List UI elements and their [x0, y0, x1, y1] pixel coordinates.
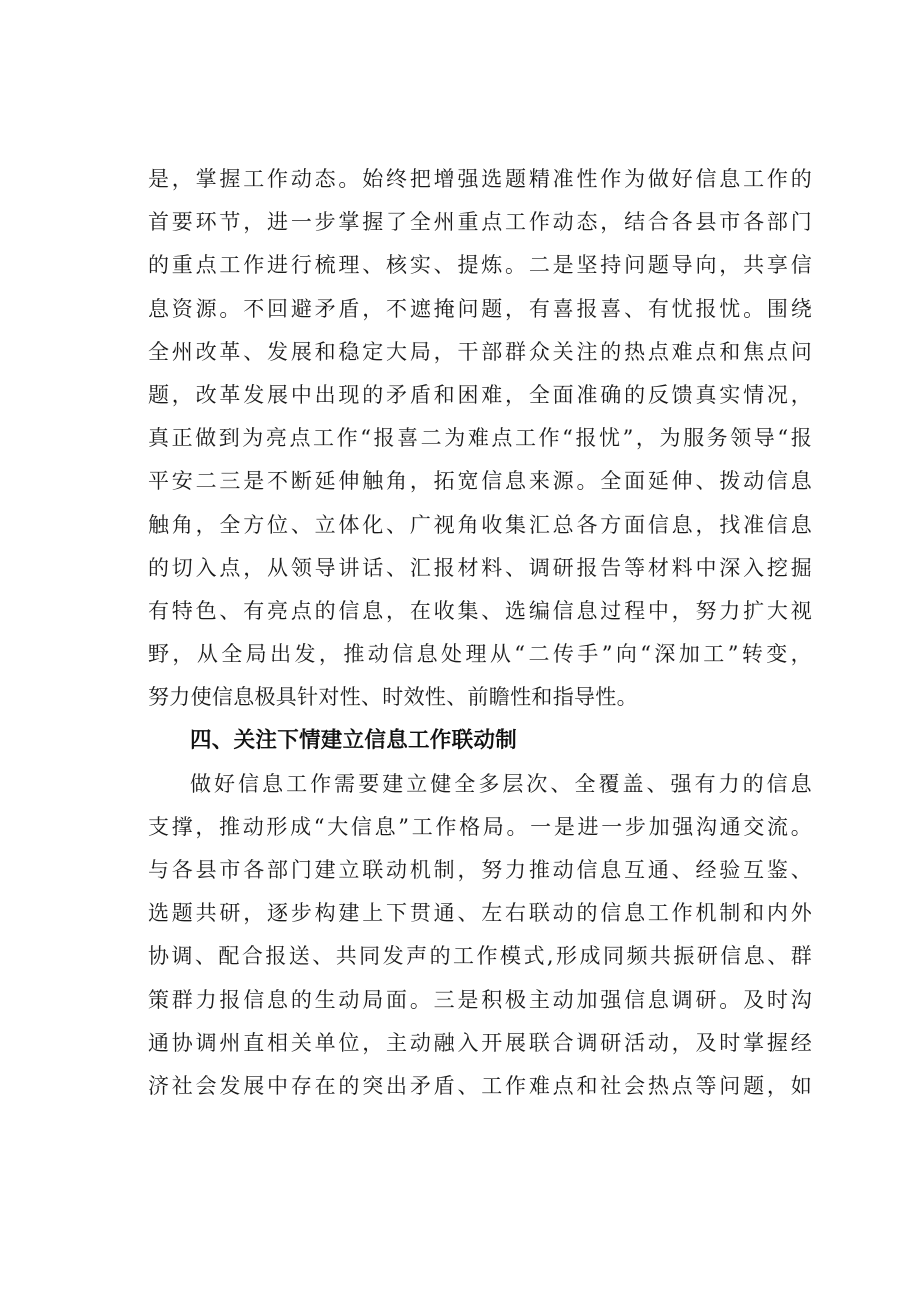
body-text-line: 济社会发展中存在的突出矛盾、工作难点和社会热点等问题，如 — [148, 1073, 812, 1098]
body-text-line: 的切入点，从领导讲话、汇报材料、调研报告等材料中深入挖掘 — [148, 555, 812, 580]
body-text-line: 通协调州直相关单位，主动融入开展联合调研活动，及时掌握经 — [148, 1030, 812, 1055]
body-text-line: 努力使信息极具针对性、时效性、前瞻性和指导性。 — [148, 685, 638, 710]
body-text-line: 策群力报信息的生动局面。三是积极主动加强信息调研。及时沟 — [148, 987, 812, 1012]
body-text-line: 全州改革、发展和稳定大局，干部群众关注的热点难点和焦点问 — [148, 339, 812, 364]
body-text-line: 首要环节，进一步掌握了全州重点工作动态，结合各县市各部门 — [148, 210, 812, 235]
body-text-line: 题，改革发展中出现的矛盾和困难，全面准确的反馈真实情况， — [148, 382, 812, 407]
document-body — [148, 158, 812, 1108]
body-text-line: 有特色、有亮点的信息，在收集、选编信息过程中，努力扩大视 — [148, 598, 812, 623]
body-text-line: 选题共研，逐步构建上下贯通、左右联动的信息工作机制和内外 — [148, 901, 812, 926]
body-text-line: 触角，全方位、立体化、广视角收集汇总各方面信息，找准信息 — [148, 512, 812, 537]
body-text-line: 的重点工作进行梳理、核实、提炼。二是坚持问题导向，共享信 — [148, 253, 812, 278]
body-text-line: 野，从全局出发，推动信息处理从“二传手”向“深加工”转变， — [148, 642, 812, 667]
body-text-line: 息资源。不回避矛盾，不遮掩问题，有喜报喜、有忧报忧。围绕 — [148, 296, 812, 321]
body-text-line: 协调、配合报送、共同发声的工作模式,形成同频共振研信息、群 — [148, 944, 812, 969]
body-text-line: 与各县市各部门建立联动机制，努力推动信息互通、经验互鉴、 — [148, 858, 812, 882]
body-text-line: 平安二三是不断延伸触角，拓宽信息来源。全面延伸、拨动信息 — [148, 469, 812, 494]
body-text-line: 真正做到为亮点工作“报喜二为难点工作“报忧”，为服务领导“报 — [148, 426, 812, 451]
body-text-line: 支撑，推动形成“大信息”工作格局。一是进一步加强沟通交流。 — [148, 814, 812, 839]
section-heading: 四、关注下情建立信息工作联动制 — [190, 728, 518, 754]
body-text-line: 是，掌握工作动态。始终把增强选题精准性作为做好信息工作的 — [148, 167, 812, 191]
body-text-line: 做好信息工作需要建立健全多层次、全覆盖、强有力的信息 — [190, 771, 812, 796]
